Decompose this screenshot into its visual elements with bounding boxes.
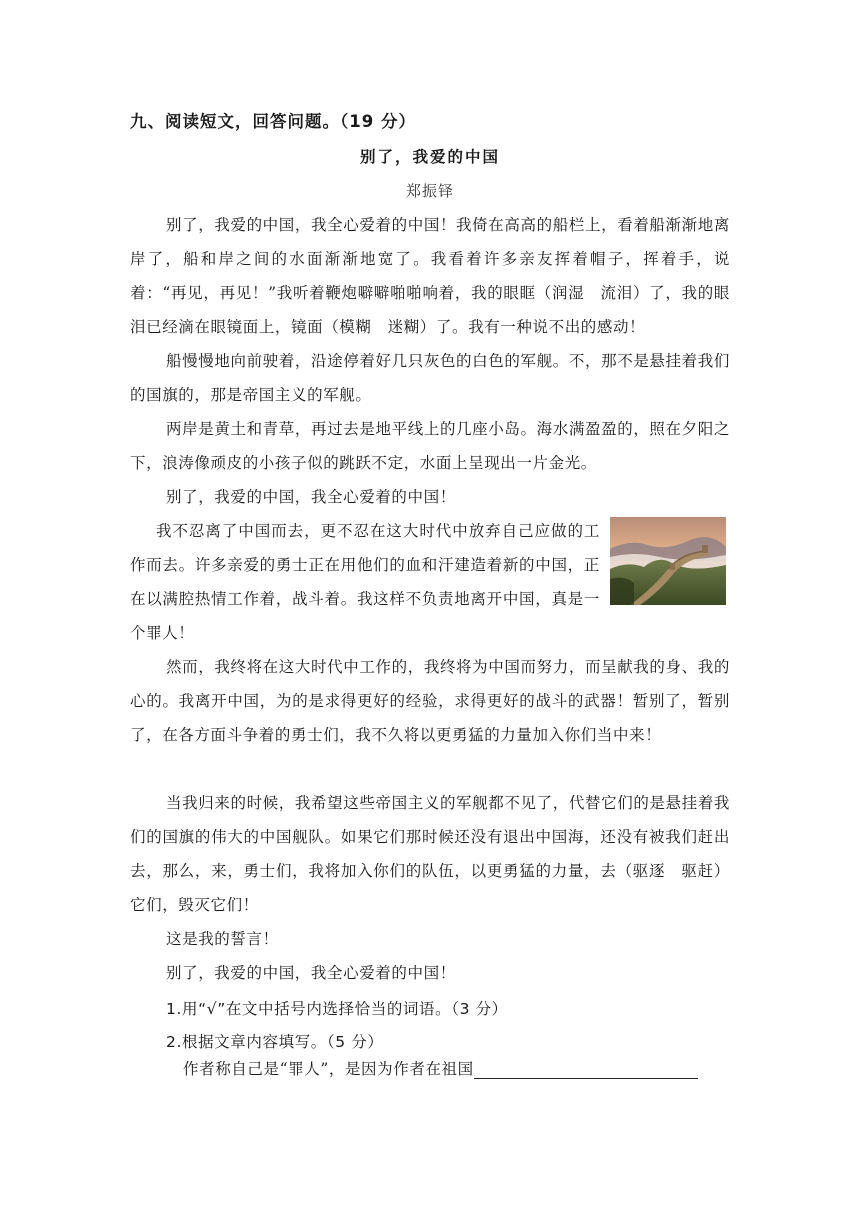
question-2-fill [183,1057,698,1079]
paragraph-5: 我不忍离了中国而去，更不忍在这大时代中放弃自己应做的工作而去。许多亲爱的勇士正在用他们的血和汗建造着新的中国，正在以满腔热情工作着，战斗着。我这样不负责地离开中国，真是一个罪人！ [130,522,600,642]
question-2-prompt: 作者称自己是“罪人”，是因为作者在祖国 [183,1060,474,1078]
paragraph-1: 别了，我爱的中国，我全心爱着的中国！我倚在高高的船栏上，看着船渐渐地离岸了，船和岸之间的水面渐渐地宽了。我看着许多亲友挥着帽子，挥着手，说着：“再见，再见！”我听着鞭炮噼噼啪啪响着，我的眼眶（润湿 流泪）了，我的眼泪已经滴在眼镜面上，镜面（模糊 迷糊）了。我有一种说不出的感动！ [130,216,730,336]
passage-author: 郑振铎 [405,182,454,200]
question-2: 2.根据文章内容填写。（5 分） [166,1033,384,1051]
paragraph-6: 然而，我终将在这大时代中工作的，我终将为中国而努力，而呈献我的身、我的心的。我离开中国，为的是求得更好的经验，求得更好的战斗的武器！暂别了，暂别了，在各方面斗争着的勇士们，我不久将以更勇猛的力量加入你们当中来！ [130,658,730,744]
answer-blank[interactable] [474,1062,698,1079]
paragraph-8: 这是我的誓言！ [166,930,279,948]
paragraph-7: 当我归来的时候，我希望这些帝国主义的军舰都不见了，代替它们的是悬挂着我们的国旗的伟大的中国舰队。如果它们那时候还没有退出中国海，还没有被我们赶出去，那么，来，勇士们，我将加入你们的队伍，以更勇猛的力量，去（驱逐 驱赶）它们，毁灭它们！ [130,794,730,914]
section-heading: 九、阅读短文，回答问题。（19 分） [130,112,416,131]
question-1: 1.用“√”在文中括号内选择恰当的词语。（3 分） [166,1000,508,1018]
paragraph-4: 别了，我爱的中国，我全心爱着的中国！ [166,488,456,506]
passage-title: 别了，我爱的中国 [359,147,500,166]
paragraph-2: 船慢慢地向前驶着，沿途停着好几只灰色的白色的军舰。不，那不是悬挂着我们的国旗的，那是帝国主义的军舰。 [130,352,730,404]
paragraph-3: 两岸是黄土和青草，再过去是地平线上的几座小岛。海水满盈盈的，照在夕阳之下，浪涛像顽皮的小孩子似的跳跃不定，水面上呈现出一片金光。 [130,420,730,472]
paragraph-9: 别了，我爱的中国，我全心爱着的中国！ [166,964,456,982]
great-wall-photo [610,517,726,605]
